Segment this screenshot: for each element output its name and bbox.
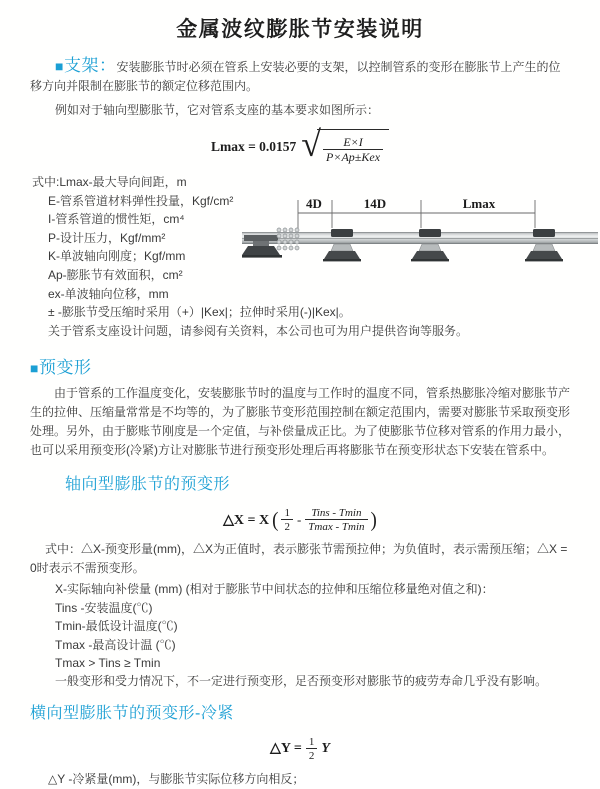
axial-predeform-formula — [30, 507, 570, 533]
axial-formula-lhs: △X = X — [223, 512, 270, 528]
anchor-support — [242, 235, 282, 258]
definition-line: Tmin-最低设计温度(℃) — [55, 619, 178, 634]
definition-line: K-单波轴向刚度；Kgf/mm — [48, 249, 186, 264]
lateral-predeform-formula — [30, 736, 570, 762]
definition-line: ex-单波轴向位移，mm — [48, 286, 169, 301]
support-note-line: 关于管系支座设计问题，请参阅有关资料，本公司也可为用户提供咨询等服务。 — [48, 323, 469, 338]
definition-line: 一般变形和受力情况下，不一定进行预变形，足否预变形对膨胀节的疲劳寿命几乎没有影响。 — [55, 674, 548, 689]
lmax-fraction-numerator: E×I — [343, 135, 363, 149]
half-fraction-numerator: 1 — [284, 507, 290, 520]
minus-sign: - — [296, 512, 302, 528]
lateral-formula-lhs: △Y = — [270, 741, 302, 757]
radical-expression — [301, 124, 389, 164]
lateral-subsection-header: 横向型膨胀节的预变形-冷紧 — [30, 704, 234, 722]
half-fraction — [281, 507, 293, 533]
right-paren: ) — [370, 508, 377, 533]
definition-line: 式中:Lmax-最大导向间距，m — [32, 175, 187, 189]
lmax-formula-lhs: Lmax = 0.0157 — [210, 138, 297, 154]
radicand — [317, 129, 389, 164]
definition-line: P-设计压力，Kgf/mm² — [48, 230, 166, 245]
radical-sign: √ — [301, 124, 322, 164]
temperature-fraction-numerator: Tins - Tmin — [311, 507, 362, 520]
section-square-bullet: ■ — [55, 58, 64, 74]
support-intro-paragraph — [30, 56, 570, 96]
predeform-section-header — [30, 353, 570, 378]
predeform-header-label: 预变形 — [38, 358, 92, 378]
lateral-note-line: △Y -冷紧量(mm)，与膨胀节实际位移方向相反； — [48, 771, 305, 786]
lateral-formula-rhs: Y — [321, 740, 330, 756]
definition-line: I-管系管道的惯性矩，cm⁴ — [48, 212, 185, 227]
definition-line: Tins -安装温度(℃) — [55, 600, 153, 615]
support-intro-text: 安装膨胀节时必须在管系上安装必要的支架，以控制管系的变形在膨胀节上产生的位移方向并限制在膨胀节的额定位移范围内。 — [30, 60, 561, 93]
lmax-formula — [30, 124, 570, 164]
dim-label-4d: 4D — [306, 196, 322, 211]
definition-line: Tmax > Tins ≥ Tmin — [55, 655, 161, 670]
page-title: 金属波纹膨胀节安装说明 — [176, 18, 424, 41]
pipe-support-diagram — [242, 191, 598, 265]
dimension-lines — [298, 200, 535, 231]
half-fraction-numerator: 1 — [308, 735, 315, 748]
definition-line: Tmax -最高设计温 (℃) — [55, 637, 176, 652]
definition-line: Ap-膨胀节有效面积，cm² — [48, 267, 183, 282]
support-example-line: 例如对于轴向型膨胀节，它对管系支座的基本要求如图所示： — [55, 103, 380, 117]
support-header-label: 支架： — [63, 56, 117, 75]
axial-where-paragraph: 式中：△X-预变形量(mm)，△X为正值时，表示膨张节需预拉伸；为负值时，表示需预压缩；△X = 0时表示不需预变形。 — [30, 542, 568, 576]
support-section-header — [55, 56, 116, 75]
lmax-fraction-denominator: P×Ap±Kex — [323, 149, 383, 164]
definition-line: ± -膨胀节受压缩时采用（+）|Kex|；拉伸时采用(-)|Kex|。 — [48, 305, 351, 320]
temperature-fraction — [305, 507, 367, 533]
lmax-fraction — [323, 136, 383, 164]
left-paren: ( — [272, 508, 279, 533]
axial-definitions-list — [30, 580, 570, 690]
half-fraction-denominator: 2 — [281, 519, 293, 533]
axial-subsection-header: 轴向型膨胀节的预变形 — [65, 476, 231, 494]
predeform-body-paragraph: 由于管系的工作温度变化，安装膨胀节时的温度与工作时的温度不同，管系热膨胀冷缩对膨胀节产生的拉伸、压缩量常常是不均等的，为了膨胀节变形范围控制在额定范围内，需要对膨胀节采取预变形处理。另外，由于膨账节刚度是一个定值，与补偿量成正比。为了使膨胀节位移对管系的作用力最小，也可以采用预变形(冷紧)方让对膨胀节进行预变形处理后再将膨胀节在预变形状态下安装在管系中。 — [30, 386, 571, 458]
half-fraction-denominator: 2 — [306, 748, 318, 762]
definition-line: E-管系管道材料弹性投量，Kgf/cm² — [48, 193, 234, 208]
dim-label-14d: 14D — [363, 196, 387, 211]
temperature-fraction-denominator: Tmax - Tmin — [305, 519, 367, 533]
section-square-bullet: ■ — [30, 360, 39, 377]
dim-label-lmax: Lmax — [462, 196, 496, 211]
half-fraction — [306, 736, 318, 762]
definition-line: X-实际轴向补偿量 (mm) (相对于膨胀节中间状态的拉伸和压缩位移量绝对值之和)： — [55, 582, 494, 597]
